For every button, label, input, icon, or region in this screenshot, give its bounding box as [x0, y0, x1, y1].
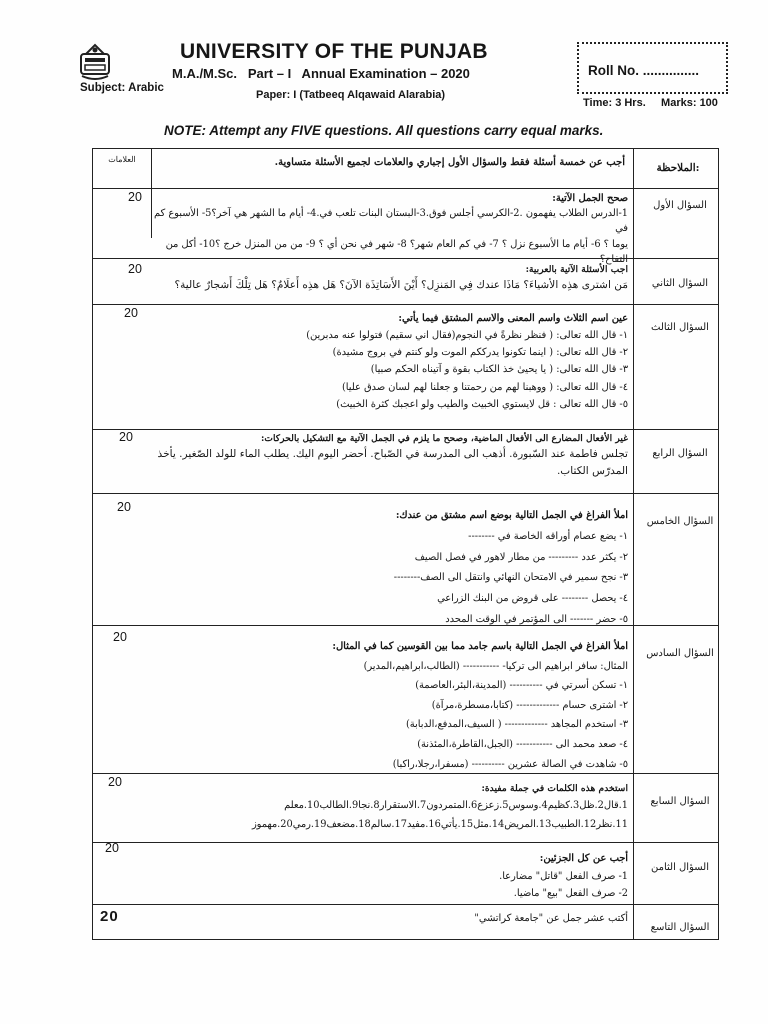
instruction-text: أجب عن خمسة أسئلة فقط والسؤال الأول إجباري والعلامات لجميع الأسئلة متساوية. [274, 157, 625, 168]
question-line: اجب الأسئلة الآتية بالعربية: [525, 264, 628, 275]
question-body [380, 850, 628, 903]
row-divider [92, 304, 719, 305]
question-line: المثال: سافر ابراهيم الى تركيا- ----------- (الطالب،ابراهيم،المدير) [363, 660, 628, 672]
question-marks: 20 [119, 430, 133, 444]
column-divider [633, 148, 634, 940]
question-body [150, 310, 628, 413]
question-body [240, 637, 628, 774]
question-line: ٣- نجح سمير في الامتحان النهائي وانتقل الى الصف-------- [393, 572, 628, 584]
question-line: ٣- قال الله تعالى: ( يا يحيىٰ خذ الكتاب بقوة و آتيناه الحكم صبيا) [370, 364, 628, 376]
question-line: صحح الجمل الآتية: [552, 193, 628, 204]
marks-column-header: العلامات [108, 155, 136, 164]
question-line: 2- صرف الفعل "بيع" ماضيا. [513, 888, 628, 900]
question-line: عين اسم الثلاث واسم المعنى والاسم المشتق فيما يأتي: [398, 313, 628, 324]
question-line: 1-الدرس الطلاب يفهمون .2-الكرسي أجلس فوق.3-البستان البنات تلعب في.4- أيام ما الشهر هي آخر؟5- الأسبوع كم في [154, 208, 628, 235]
question-label: السؤال السابع [650, 796, 710, 807]
question-marks: 20 [117, 500, 131, 514]
question-line: ٢- اشترى حسام ------------- (كتابا،مسطرة،مرآة) [431, 699, 628, 711]
question-line: استخدم هذه الكلمات في جملة مفيدة: [481, 783, 628, 794]
question-body [300, 506, 628, 631]
question-label: السؤال الثالث [651, 322, 709, 333]
exam-line: M.A./M.Sc. Part – I Annual Examination – 2020 [172, 66, 470, 81]
question-label: السؤال السادس [646, 648, 714, 659]
question-marks: 20 [113, 630, 127, 644]
question-body [150, 191, 628, 267]
question-line: أجب عن كل الجزئين: [539, 853, 628, 864]
question-label: السؤال الثامن [651, 862, 709, 873]
row-divider [92, 939, 719, 940]
question-line: 1.قال2.ظل3.كظيم4.وسوس5.زعزع6.المتمردون7.الاستقرار8.نجا9.الطالب10.معلم [284, 800, 628, 812]
row-divider [92, 493, 719, 494]
question-line: ٤- يحصل -------- على قروض من البنك الزراعي [437, 593, 628, 605]
question-marks: 20 [105, 841, 119, 855]
question-label: السؤال الأول [653, 200, 707, 211]
question-label: السؤال الرابع [652, 448, 708, 459]
question-label: السؤال الخامس [646, 516, 714, 527]
row-divider [92, 904, 719, 905]
question-line: ٢- يكثر عدد --------- من مطار لاهور في فصل الصيف [414, 551, 628, 563]
question-body [150, 432, 628, 479]
row-divider [92, 429, 719, 430]
question-line: ٥- شاهدت في الصالة عشرين ---------- (مسفرا،رجلا،راكبا) [392, 758, 628, 770]
question-line: 11.نظر12.الطبيب13.المريض14.مثل15.يأتي16.مفيد17.سالم18.مضعف19.رمي20.مهموز [251, 819, 628, 831]
question-line: المدرّس الكتاب. [556, 464, 628, 477]
question-label: السؤال الثاني [651, 278, 709, 289]
question-line: ٤- قال الله تعالى: ( ووهبنا لهم من رحمتنا و جعلنا لهم لسان صدق عليا) [341, 381, 628, 393]
question-line: يوما ؟ 6- أيام ما الأسبوع نزل ؟ 7- في كم العام شهر؟ 8- شهر في نحن أي ؟ 9- من من المنزل خرج ؟10- أكل من التفاح؟ [165, 238, 628, 265]
question-line: ٥- حضر ------- الى المؤتمر في الوقت المحدد [445, 613, 628, 625]
subject-label: Subject: Arabic [80, 82, 164, 94]
paper-title: Paper: I (Tatbeeq Alqawaid Alarabia) [256, 89, 446, 101]
question-line: مَن اشترى هذِه الأشياءَ؟ مَاذَا عندك فِي المَنزِل؟ أَيْنَ الأَسَاتِذَة الآنَ؟ هَل هذِه أَعلَامٌ؟ هَل تِلْكَ أَشجارٌ عالية؟ [174, 279, 628, 292]
question-line: ٥- قال الله تعالى : قل لايستوي الخبيث والطيب ولو اعجبك كثرة الخبيث) [336, 398, 628, 410]
time-and-marks: Time: 3 Hrs. Marks: 100 [583, 97, 718, 109]
question-line: ١- يضع عصام أوراقه الخاصة في -------- [468, 530, 628, 542]
question-line: ٢- قال الله تعالى: ( اينما تكونوا يدرككم الموت ولو كنتم في بروج مشيدة) [332, 347, 628, 359]
question-line: ٤- صعد محمد الى ----------- (الجبل،القاطرة،المئذنة) [417, 738, 628, 750]
question-marks: 20 [108, 775, 122, 789]
question-line: أكتب عشر جمل عن "جامعة كراتشي" [474, 913, 628, 924]
table-border [92, 148, 93, 940]
question-body [150, 263, 628, 294]
university-crest-icon [78, 42, 112, 82]
question-line: املأ الفراغ في الجمل التالية بوضع اسم مشتق من عندك: [395, 510, 628, 521]
question-line: ١- قال الله تعالى: ( فنظر نظرةً في النجوم(فقال اني سقيم) فتولوا عنه مدبرين) [306, 330, 628, 342]
question-line: غير الأفعال المضارع الى الأفعال الماضية، وصحح ما يلزم في الجمل الآتية مع التشكيل بالحركات: [260, 433, 628, 444]
question-line: ٣- استخدم المجاهد ------------- ( السيف،المدفع،الدبابة) [405, 719, 628, 731]
question-body [380, 911, 628, 926]
remark-column-header: الملاحظة: [656, 162, 700, 174]
question-line: ١- تسكن أسرتي في ---------- (المدينة،البئر،العاصمة) [415, 680, 628, 692]
roll-number-label: Roll No. ............... [588, 63, 700, 78]
question-marks: 20 [128, 190, 142, 204]
exam-note: NOTE: Attempt any FIVE questions. All questions carry equal marks. [164, 123, 604, 138]
question-line: املأ الفراغ في الجمل التالية باسم جامد مما بين القوسين كما في المثال: [332, 641, 628, 652]
row-divider [92, 188, 719, 189]
question-label: السؤال التاسع [650, 922, 710, 933]
row-divider [92, 842, 719, 843]
question-line: تجلس فاطمة عند السّبورة. أذهب الى المدرسة في الصّباح. أحضر اليوم اليك. يطلب الماء للولد الصّغير. يأخذ [157, 448, 628, 461]
row-divider [92, 148, 719, 149]
university-title: UNIVERSITY OF THE PUNJAB [180, 40, 488, 63]
question-marks: 20 [128, 262, 142, 276]
question-body [150, 780, 628, 835]
question-marks: 20 [124, 306, 138, 320]
table-border [718, 148, 719, 940]
question-line: 1- صرف الفعل "قاتل" مضارعا. [499, 870, 628, 882]
question-marks: 20 [100, 908, 119, 925]
